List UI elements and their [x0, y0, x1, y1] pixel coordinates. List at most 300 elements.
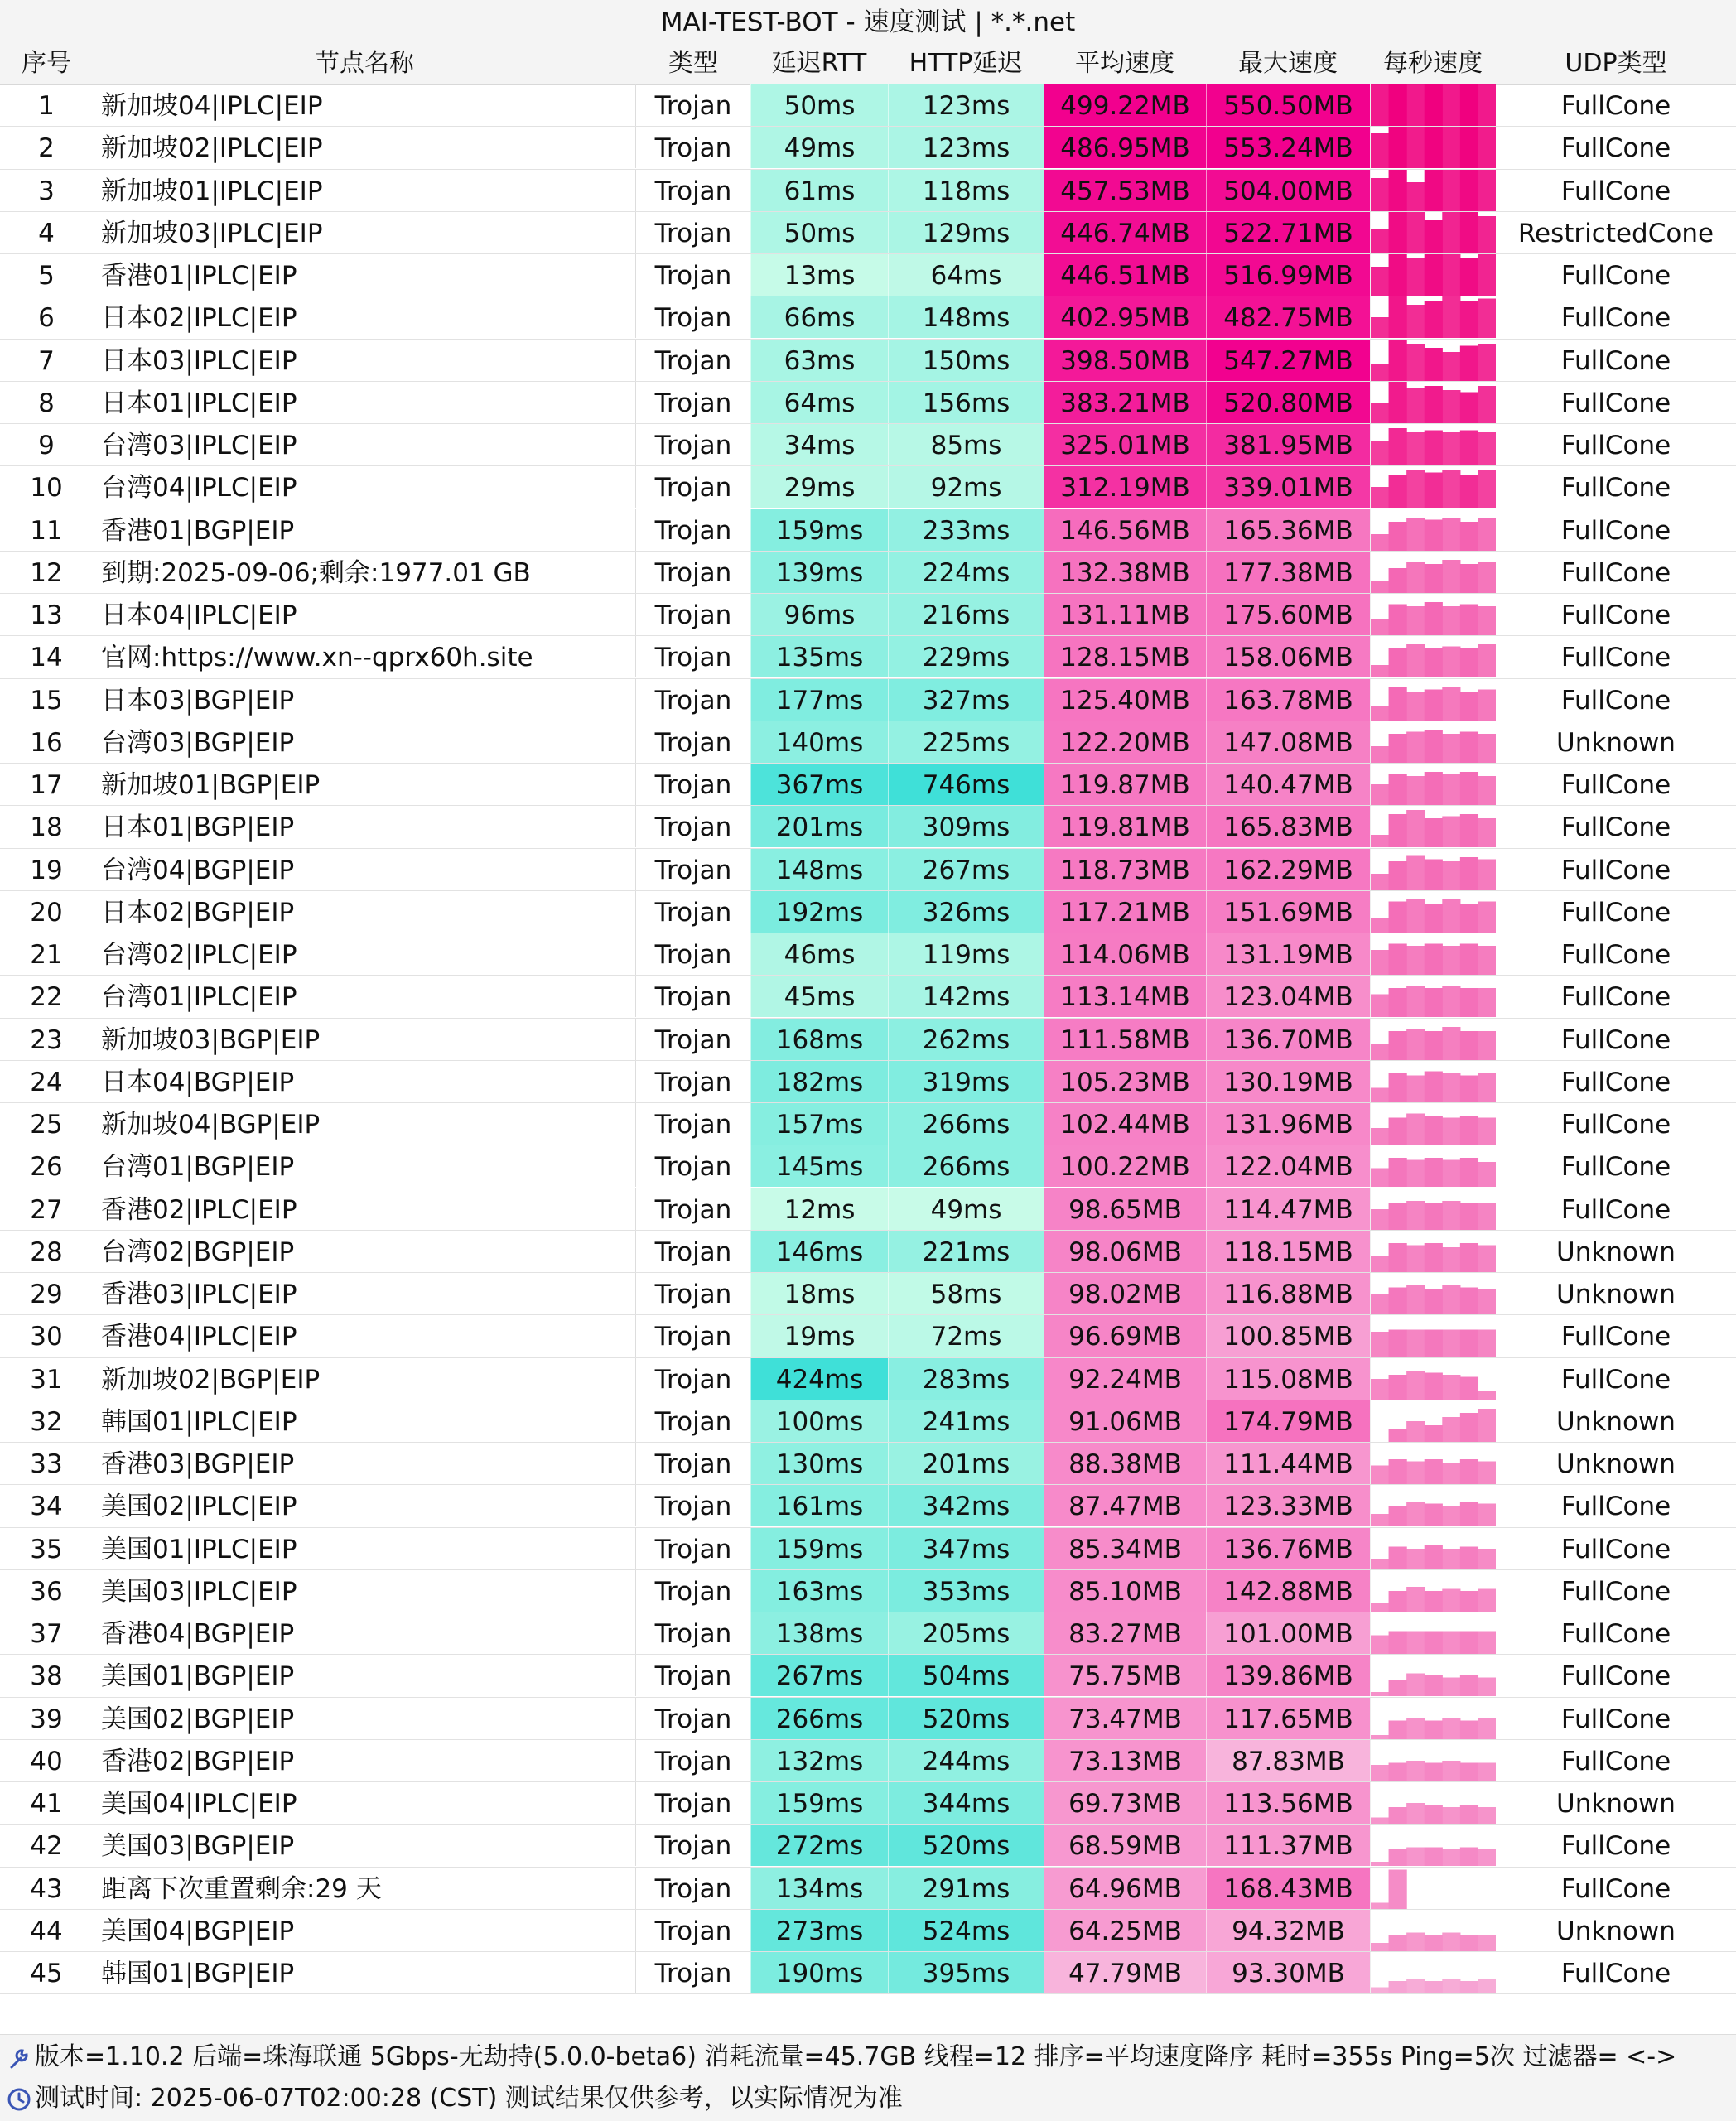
speed-sample-bar: [1442, 606, 1460, 635]
table-row[interactable]: [0, 1188, 1736, 1231]
speed-sample-bar: [1478, 470, 1496, 508]
row-index: 40: [30, 1746, 63, 1776]
row-avg-speed: 88.38MB: [1044, 1443, 1206, 1484]
speed-sample-bar: [1460, 258, 1478, 296]
row-rtt: 66ms: [750, 296, 888, 338]
speed-sample-bar: [1460, 127, 1478, 168]
speed-sample-bar: [1425, 772, 1443, 805]
speed-sample-bar: [1478, 818, 1496, 847]
speed-sample-bar: [1406, 518, 1425, 551]
speed-sample-bar: [1442, 1761, 1460, 1781]
row-udp-type: FullCone: [1560, 1576, 1671, 1607]
table-row[interactable]: [0, 1910, 1736, 1952]
table-row[interactable]: [0, 1825, 1736, 1867]
table-row[interactable]: [0, 679, 1736, 721]
row-udp-type: FullCone: [1560, 1492, 1671, 1522]
row-udp-type: Unknown: [1556, 1916, 1676, 1946]
row-type: Trojan: [654, 1576, 732, 1607]
speed-sample-bar: [1406, 1245, 1425, 1272]
row-index: 19: [30, 855, 63, 885]
table-row[interactable]: [0, 891, 1736, 933]
table-row[interactable]: [0, 721, 1736, 764]
speed-sample-bar: [1478, 1549, 1496, 1569]
row-index: 38: [30, 1661, 63, 1692]
speed-sample-bar: [1478, 606, 1496, 635]
table-row[interactable]: [0, 1740, 1736, 1782]
row-per-second-speed: [1370, 976, 1496, 1017]
speed-sample-bar: [1442, 986, 1460, 1018]
speed-sample-bar: [1371, 706, 1389, 721]
table-row[interactable]: [0, 340, 1736, 382]
row-index: 1: [38, 91, 55, 121]
row-node-name: 日本02|BGP|EIP: [93, 891, 636, 933]
speed-sample-bar: [1460, 1158, 1478, 1187]
table-row[interactable]: [0, 1612, 1736, 1655]
speed-sample-bar: [1371, 1765, 1389, 1781]
row-type: Trojan: [654, 1449, 732, 1479]
column-header-index[interactable]: 序号: [22, 49, 71, 78]
row-rtt: 138ms: [750, 1612, 888, 1654]
table-row[interactable]: [0, 976, 1736, 1018]
row-per-second-speed: [1370, 1485, 1496, 1526]
speed-sparkline: [1371, 170, 1496, 211]
row-http-latency: 524ms: [888, 1910, 1044, 1951]
speed-sample-bar: [1406, 776, 1425, 805]
speed-sample-bar: [1460, 1981, 1478, 1993]
table-header: [0, 43, 1736, 85]
row-udp-type: Unknown: [1556, 1789, 1676, 1819]
speed-sample-bar: [1460, 392, 1478, 423]
speed-sparkline: [1371, 1443, 1496, 1484]
speed-sample-bar: [1371, 1559, 1389, 1569]
table-row[interactable]: [0, 1485, 1736, 1527]
speed-sparkline: [1371, 1019, 1496, 1060]
table-row[interactable]: [0, 1868, 1736, 1910]
table-row[interactable]: [0, 1145, 1736, 1188]
row-rtt: 140ms: [750, 721, 888, 763]
row-index: 13: [30, 600, 63, 630]
row-udp-type: Unknown: [1556, 1449, 1676, 1479]
row-udp-type: FullCone: [1560, 1831, 1671, 1862]
speed-sample-bar: [1478, 170, 1496, 211]
table-row[interactable]: [0, 594, 1736, 636]
speed-sample-bar: [1442, 84, 1460, 126]
row-node-name: 日本02|IPLC|EIP: [93, 296, 636, 338]
speed-sample-bar: [1406, 1549, 1425, 1569]
speed-sample-bar: [1371, 1636, 1389, 1655]
speed-sample-bar: [1406, 731, 1425, 763]
row-index: 7: [38, 345, 55, 376]
speed-sample-bar: [1425, 1632, 1443, 1655]
table-row[interactable]: [0, 552, 1736, 594]
speed-sample-bar: [1478, 1979, 1496, 1994]
row-udp-type: RestrictedCone: [1517, 218, 1714, 248]
row-http-latency: 326ms: [888, 891, 1044, 933]
row-type: Trojan: [654, 855, 732, 885]
table-row[interactable]: [0, 170, 1736, 212]
speed-sample-bar: [1371, 1087, 1389, 1102]
speed-sample-bar: [1389, 1073, 1407, 1102]
table-row[interactable]: [0, 1231, 1736, 1273]
speed-sparkline: [1371, 636, 1496, 677]
speed-sample-bar: [1371, 267, 1389, 296]
table-row[interactable]: [0, 1358, 1736, 1400]
speed-sample-bar: [1406, 1285, 1425, 1314]
speed-sample-bar: [1371, 1988, 1389, 1994]
status-footer: [0, 2034, 1736, 2121]
row-type: Trojan: [654, 431, 732, 460]
speed-sample-bar: [1406, 344, 1425, 381]
speed-sample-bar: [1389, 1459, 1407, 1484]
row-udp-type: FullCone: [1560, 1322, 1671, 1352]
row-avg-speed: 128.15MB: [1044, 636, 1206, 677]
row-avg-speed: 122.20MB: [1044, 721, 1206, 763]
speed-sample-bar: [1371, 619, 1389, 635]
row-udp-type: FullCone: [1560, 855, 1671, 885]
row-max-speed: 113.56MB: [1206, 1782, 1370, 1824]
row-http-latency: 283ms: [888, 1358, 1044, 1400]
speed-sample-bar: [1460, 84, 1478, 126]
speed-sample-bar: [1478, 386, 1496, 423]
row-http-latency: 262ms: [888, 1019, 1044, 1060]
speed-sample-bar: [1371, 784, 1389, 805]
speed-sample-bar: [1425, 220, 1443, 253]
speed-sample-bar: [1478, 299, 1496, 339]
row-max-speed: 504.00MB: [1206, 170, 1370, 211]
row-http-latency: 353ms: [888, 1570, 1044, 1612]
row-index: 12: [30, 557, 63, 588]
column-header-udp-type[interactable]: UDP类型: [1565, 49, 1667, 78]
row-http-latency: 224ms: [888, 552, 1044, 593]
row-avg-speed: 105.23MB: [1044, 1061, 1206, 1102]
table-row[interactable]: [0, 1782, 1736, 1825]
row-max-speed: 142.88MB: [1206, 1570, 1370, 1612]
row-rtt: 159ms: [750, 1782, 888, 1824]
row-avg-speed: 85.10MB: [1044, 1570, 1206, 1612]
speed-sample-bar: [1406, 1979, 1425, 1994]
row-per-second-speed: [1370, 1570, 1496, 1612]
row-udp-type: FullCone: [1560, 431, 1671, 460]
row-type: Trojan: [654, 1746, 732, 1776]
row-per-second-speed: [1370, 1231, 1496, 1272]
row-index: 20: [30, 897, 63, 928]
row-type: Trojan: [654, 812, 732, 843]
speed-sparkline: [1371, 1358, 1496, 1400]
table-row[interactable]: [0, 84, 1736, 127]
speed-sample-bar: [1389, 1158, 1407, 1187]
speed-sample-bar: [1478, 644, 1496, 677]
table-row[interactable]: [0, 1528, 1736, 1570]
row-http-latency: 395ms: [888, 1952, 1044, 1993]
speed-sample-bar: [1406, 946, 1425, 975]
speed-sample-bar: [1442, 296, 1460, 338]
row-index: 6: [38, 303, 55, 334]
table-row[interactable]: [0, 424, 1736, 466]
row-node-name: 美国04|IPLC|EIP: [93, 1782, 636, 1824]
row-node-name: 韩国01|IPLC|EIP: [93, 1400, 636, 1442]
row-type: Trojan: [654, 345, 732, 376]
speed-sample-bar: [1371, 441, 1389, 465]
row-index: 3: [38, 176, 55, 206]
speed-sample-bar: [1460, 1848, 1478, 1867]
row-per-second-speed: [1370, 509, 1496, 551]
table-row[interactable]: [0, 1570, 1736, 1612]
row-max-speed: 168.43MB: [1206, 1868, 1370, 1909]
row-avg-speed: 132.38MB: [1044, 552, 1206, 593]
speed-sparkline: [1371, 1570, 1496, 1612]
speed-sample-bar: [1389, 254, 1407, 296]
row-rtt: 159ms: [750, 1528, 888, 1569]
speed-sample-bar: [1478, 1588, 1496, 1612]
row-index: 35: [30, 1534, 63, 1564]
table-row[interactable]: [0, 636, 1736, 678]
row-http-latency: 92ms: [888, 466, 1044, 508]
speed-sample-bar: [1478, 1203, 1496, 1230]
speed-sparkline: [1371, 1655, 1496, 1696]
speed-sample-bar: [1442, 1588, 1460, 1612]
row-max-speed: 94.32MB: [1206, 1910, 1370, 1951]
speed-sample-bar: [1425, 473, 1443, 509]
speed-sample-bar: [1460, 522, 1478, 551]
row-rtt: 134ms: [750, 1868, 888, 1909]
row-per-second-speed: [1370, 1061, 1496, 1102]
row-avg-speed: 73.13MB: [1044, 1740, 1206, 1781]
row-http-latency: 216ms: [888, 594, 1044, 635]
speed-sample-bar: [1425, 730, 1443, 763]
table-row[interactable]: [0, 1315, 1736, 1357]
column-header-rtt[interactable]: 延迟RTT: [771, 49, 867, 78]
table-row[interactable]: [0, 1019, 1736, 1061]
speed-sample-bar: [1442, 1463, 1460, 1484]
speed-sparkline: [1371, 1782, 1496, 1824]
row-type: Trojan: [654, 515, 732, 546]
speed-sparkline: [1371, 254, 1496, 296]
footer-time-text: 测试时间: 2025-06-07T02:00:28 (CST) 测试结果仅供参考，以实际情况为准: [35, 2084, 903, 2113]
speed-sample-bar: [1389, 1288, 1407, 1315]
row-http-latency: 309ms: [888, 806, 1044, 847]
column-header-node-name[interactable]: 节点名称: [315, 49, 414, 78]
row-rtt: 157ms: [750, 1103, 888, 1145]
speed-sparkline: [1371, 806, 1496, 847]
row-http-latency: 123ms: [888, 127, 1044, 168]
speed-sample-bar: [1406, 1462, 1425, 1485]
speed-sample-bar: [1442, 212, 1460, 253]
speed-sample-bar: [1478, 1718, 1496, 1739]
speed-sample-bar: [1371, 1379, 1389, 1400]
speed-sparkline: [1371, 1145, 1496, 1187]
row-per-second-speed: [1370, 340, 1496, 381]
row-rtt: 29ms: [750, 466, 888, 508]
row-avg-speed: 102.44MB: [1044, 1103, 1206, 1145]
table-row[interactable]: [0, 127, 1736, 169]
column-header-max-speed[interactable]: 最大速度: [1238, 49, 1338, 78]
speed-sample-bar: [1406, 606, 1425, 635]
speed-sample-bar: [1389, 428, 1407, 465]
row-max-speed: 136.76MB: [1206, 1528, 1370, 1569]
row-max-speed: 522.71MB: [1206, 212, 1370, 253]
row-max-speed: 122.04MB: [1206, 1145, 1370, 1187]
row-type: Trojan: [654, 1789, 732, 1819]
row-node-name: 到期:2025-09-06;剩余:1977.01 GB: [93, 552, 636, 593]
row-rtt: 100ms: [750, 1400, 888, 1442]
column-header-http-latency[interactable]: HTTP延迟: [909, 49, 1023, 78]
row-per-second-speed: [1370, 1528, 1496, 1569]
row-rtt: 163ms: [750, 1570, 888, 1612]
speed-sparkline: [1371, 1273, 1496, 1314]
speed-sample-bar: [1442, 254, 1460, 296]
speed-sample-bar: [1406, 1201, 1425, 1230]
row-node-name: 美国01|BGP|EIP: [93, 1655, 636, 1696]
table-row[interactable]: [0, 933, 1736, 976]
speed-sample-bar: [1478, 1031, 1496, 1060]
speed-sample-bar: [1371, 1692, 1389, 1696]
row-avg-speed: 446.74MB: [1044, 212, 1206, 253]
speed-sample-bar: [1371, 1128, 1389, 1145]
speed-sample-bar: [1478, 1504, 1496, 1527]
row-max-speed: 339.01MB: [1206, 466, 1370, 508]
speed-sample-bar: [1389, 1807, 1407, 1824]
row-udp-type: FullCone: [1560, 515, 1671, 546]
speed-sample-bar: [1389, 1546, 1407, 1569]
speed-sample-bar: [1425, 1981, 1443, 1993]
speed-sample-bar: [1460, 1632, 1478, 1655]
row-http-latency: 49ms: [888, 1188, 1044, 1230]
row-per-second-speed: [1370, 1443, 1496, 1484]
speed-sample-bar: [1460, 1031, 1478, 1060]
speed-sample-bar: [1406, 1114, 1425, 1145]
speed-sample-bar: [1460, 1591, 1478, 1612]
table-row[interactable]: [0, 1273, 1736, 1315]
row-type: Trojan: [654, 1873, 732, 1904]
row-avg-speed: 75.75MB: [1044, 1655, 1206, 1696]
row-node-name: 新加坡04|BGP|EIP: [93, 1103, 636, 1145]
row-per-second-speed: [1370, 806, 1496, 847]
speed-sample-bar: [1425, 1504, 1443, 1527]
speed-sample-bar: [1478, 1462, 1496, 1485]
table-row[interactable]: [0, 1698, 1736, 1740]
speed-sparkline: [1371, 1061, 1496, 1102]
table-row[interactable]: [0, 509, 1736, 552]
row-rtt: 18ms: [750, 1273, 888, 1314]
speed-sparkline: [1371, 976, 1496, 1017]
speed-sample-bar: [1460, 857, 1478, 890]
row-http-latency: 119ms: [888, 933, 1044, 975]
table-row[interactable]: [0, 382, 1736, 424]
speed-sample-bar: [1389, 1720, 1407, 1739]
row-type: Trojan: [654, 1831, 732, 1862]
row-http-latency: 201ms: [888, 1443, 1044, 1484]
row-per-second-speed: [1370, 1145, 1496, 1187]
speed-sample-bar: [1425, 431, 1443, 466]
speed-sparkline: [1371, 721, 1496, 763]
speed-sample-bar: [1425, 689, 1443, 721]
column-header-per-second-speed[interactable]: 每秒速度: [1383, 49, 1483, 78]
row-type: Trojan: [654, 1024, 732, 1055]
table-row[interactable]: [0, 1061, 1736, 1103]
speed-sparkline: [1371, 1315, 1496, 1357]
table-row[interactable]: [0, 466, 1736, 509]
table-row[interactable]: [0, 296, 1736, 339]
speed-sample-bar: [1460, 1762, 1478, 1781]
row-avg-speed: 73.47MB: [1044, 1698, 1206, 1739]
speed-sample-bar: [1406, 562, 1425, 593]
row-per-second-speed: [1370, 1910, 1496, 1951]
row-type: Trojan: [654, 1704, 732, 1734]
speed-sample-bar: [1442, 1247, 1460, 1272]
table-row[interactable]: [0, 1103, 1736, 1145]
table-row[interactable]: [0, 212, 1736, 254]
row-type: Trojan: [654, 303, 732, 334]
speed-sample-bar: [1389, 340, 1407, 381]
speed-sample-bar: [1389, 1243, 1407, 1272]
table-row[interactable]: [0, 1655, 1736, 1697]
speed-sample-bar: [1442, 1118, 1460, 1145]
speed-sample-bar: [1425, 818, 1443, 847]
row-max-speed: 147.08MB: [1206, 721, 1370, 763]
table-row[interactable]: [0, 764, 1736, 806]
table-row[interactable]: [0, 806, 1736, 848]
speed-sample-bar: [1478, 1762, 1496, 1781]
speed-sample-bar: [1478, 254, 1496, 296]
row-udp-type: FullCone: [1560, 1661, 1671, 1692]
row-per-second-speed: [1370, 1188, 1496, 1230]
speed-sparkline: [1371, 424, 1496, 465]
row-udp-type: Unknown: [1556, 1406, 1676, 1437]
row-index: 44: [30, 1916, 63, 1946]
row-udp-type: FullCone: [1560, 1364, 1671, 1395]
column-header-avg-speed[interactable]: 平均速度: [1075, 49, 1174, 78]
speed-sample-bar: [1406, 1674, 1425, 1697]
row-udp-type: FullCone: [1560, 557, 1671, 588]
speed-sample-bar: [1442, 861, 1460, 890]
row-http-latency: 342ms: [888, 1485, 1044, 1526]
row-index: 9: [38, 431, 55, 460]
table-row[interactable]: [0, 254, 1736, 296]
row-max-speed: 114.47MB: [1206, 1188, 1370, 1230]
row-rtt: 272ms: [750, 1825, 888, 1866]
row-index: 21: [30, 940, 63, 970]
column-header-type[interactable]: 类型: [668, 49, 718, 78]
row-type: Trojan: [654, 133, 732, 164]
speed-sample-bar: [1406, 1371, 1425, 1400]
row-rtt: 424ms: [750, 1358, 888, 1400]
row-type: Trojan: [654, 261, 732, 291]
speed-sample-bar: [1389, 475, 1407, 508]
table-row[interactable]: [0, 1952, 1736, 1994]
speed-sample-bar: [1389, 1869, 1407, 1909]
table-row[interactable]: [0, 849, 1736, 891]
row-type: Trojan: [654, 1364, 732, 1395]
row-per-second-speed: [1370, 594, 1496, 635]
row-rtt: 64ms: [750, 382, 888, 423]
table-row[interactable]: [0, 1443, 1736, 1485]
speed-sample-bar: [1389, 1680, 1407, 1696]
speed-sample-bar: [1460, 772, 1478, 805]
row-type: Trojan: [654, 770, 732, 800]
row-http-latency: 229ms: [888, 636, 1044, 677]
row-rtt: 139ms: [750, 552, 888, 593]
speed-sample-bar: [1389, 1632, 1407, 1655]
row-type: Trojan: [654, 91, 732, 121]
speed-sample-bar: [1371, 84, 1389, 126]
speed-sample-bar: [1478, 776, 1496, 805]
row-node-name: 新加坡02|BGP|EIP: [93, 1358, 636, 1400]
table-row[interactable]: [0, 1400, 1736, 1443]
speed-sample-bar: [1460, 1805, 1478, 1825]
speed-sample-bar: [1389, 1762, 1407, 1781]
row-avg-speed: 100.22MB: [1044, 1145, 1206, 1187]
speed-sample-bar: [1425, 1243, 1443, 1272]
